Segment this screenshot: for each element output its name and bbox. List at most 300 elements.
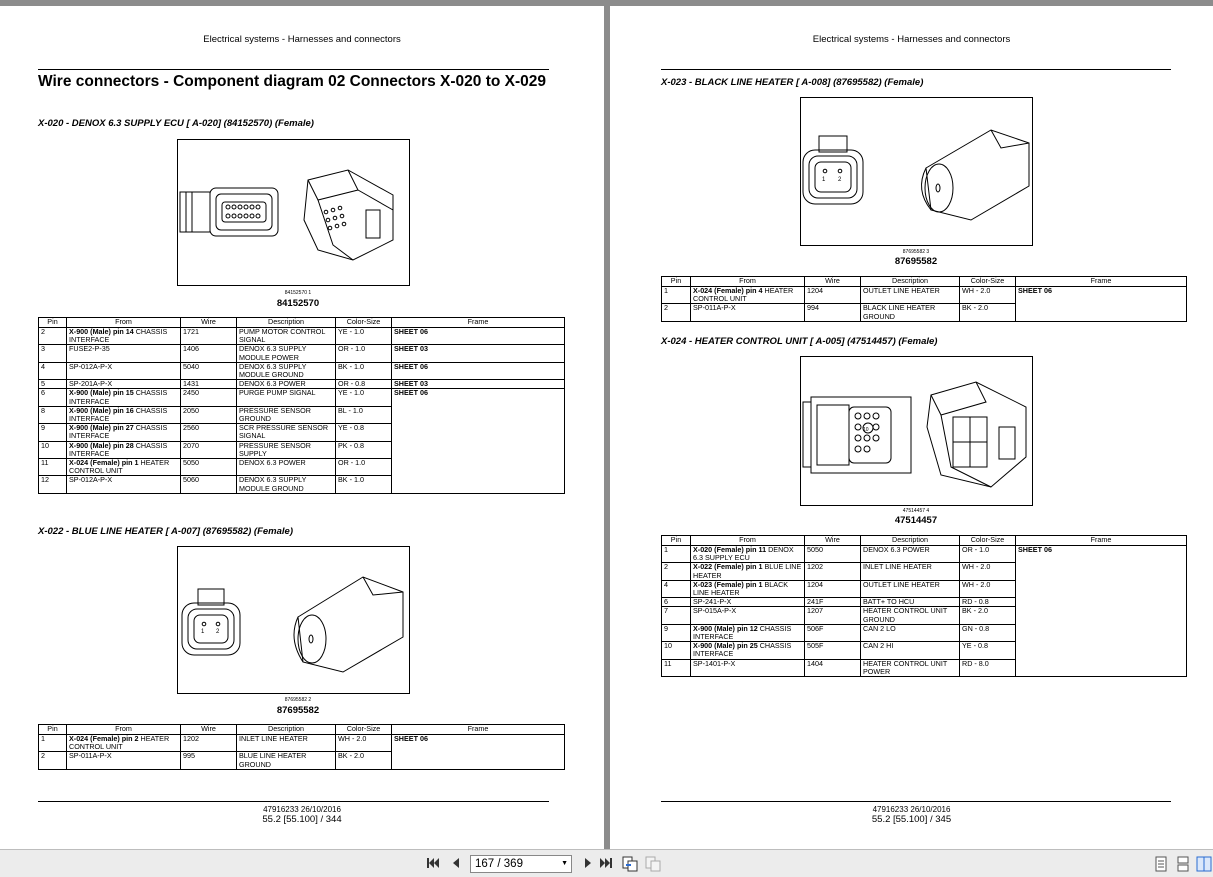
section-heading-x022: X-022 - BLUE LINE HEATER [ A-007] (87695582) (Female) — [38, 526, 293, 537]
cell-description — [861, 304, 960, 321]
cell-from — [67, 362, 181, 379]
cell-pin — [662, 546, 691, 563]
cell-frame — [1016, 624, 1187, 641]
cell-from — [67, 735, 181, 752]
cell-from-text: CHASSIS INTERFACE — [693, 623, 792, 642]
page-header: Electrical systems - Harnesses and connectors — [812, 34, 1011, 45]
cell-pin-text: 11 — [664, 658, 672, 668]
cell-wire-text: 1404 — [807, 658, 823, 668]
cell-pin-text: 10 — [664, 641, 672, 651]
cell-pin-text: 2 — [664, 562, 668, 572]
cell-wire — [805, 304, 861, 321]
cell-description — [237, 362, 336, 379]
cell-from-text: HEATER CONTROL UNIT — [69, 734, 170, 752]
cell-wire — [181, 362, 237, 379]
cell-color-size — [336, 476, 392, 493]
cell-pin-text: 2 — [41, 751, 45, 761]
cell-wire — [805, 287, 861, 304]
column-header-frame: Frame — [1016, 536, 1187, 546]
cell-from-connector: X-900 (Male) pin 15 — [69, 388, 134, 398]
cell-from-text: SP-011A-P-X — [69, 751, 112, 761]
cell-from — [691, 607, 805, 624]
figure-caption: 47514457 — [894, 515, 938, 526]
column-header-pin: Pin — [662, 536, 691, 546]
cell-pin — [39, 362, 67, 379]
figure-caption: 84152570 — [276, 298, 320, 309]
column-header-from: From — [67, 725, 181, 735]
cell-from — [67, 424, 181, 441]
cell-color-size — [960, 642, 1016, 659]
column-header-color-size: Color-Size — [960, 277, 1016, 287]
cell-frame — [392, 389, 565, 406]
cell-pin-text: 3 — [41, 344, 45, 354]
cell-from-text: SP-1401-P-X — [693, 658, 736, 668]
cell-description-text: DENOX 6.3 POWER — [239, 379, 306, 389]
cell-description-text: DENOX 6.3 SUPPLY MODULE GROUND — [239, 475, 307, 493]
header-rule — [661, 69, 1171, 70]
cell-from — [67, 328, 181, 345]
cell-wire — [805, 546, 861, 563]
cell-color-size — [336, 735, 392, 752]
cell-frame — [1016, 659, 1187, 676]
previous-view-button[interactable] — [622, 856, 638, 872]
cell-pin-text: 2 — [41, 327, 45, 336]
table-row — [39, 328, 565, 345]
cell-description — [237, 459, 336, 476]
column-header-description: Description — [861, 277, 960, 287]
cell-pin — [662, 659, 691, 676]
cell-wire-text: 5050 — [807, 545, 823, 554]
pin-10-label: 10 — [863, 427, 869, 433]
cell-description — [861, 642, 960, 659]
footer-rule — [661, 801, 1171, 802]
cell-frame — [392, 476, 565, 493]
cell-frame — [1016, 546, 1187, 563]
cell-frame — [392, 424, 565, 441]
cell-from-connector: X-900 (Male) pin 27 — [69, 423, 134, 433]
table-header-row — [662, 277, 1187, 287]
column-header-wire: Wire — [181, 318, 237, 328]
cell-description-text: BLUE LINE HEATER GROUND — [239, 751, 307, 769]
cell-description-text: BLACK LINE HEATER GROUND — [863, 303, 936, 321]
cell-wire-text: 1721 — [183, 327, 199, 336]
connector-x020-drawing — [178, 140, 409, 285]
cell-color-size — [960, 659, 1016, 676]
cell-from-text: CHASSIS INTERFACE — [69, 327, 168, 345]
cell-from-text: HEATER CONTROL UNIT — [69, 458, 170, 476]
footer-rule — [38, 801, 549, 802]
cell-wire — [181, 476, 237, 493]
cell-pin-text: 9 — [664, 623, 668, 633]
column-header-color-size: Color-Size — [336, 318, 392, 328]
cell-color-size-text: OR - 1.0 — [338, 458, 366, 468]
cell-frame — [1016, 287, 1187, 304]
cell-pin-text: 11 — [41, 458, 49, 468]
cell-description — [237, 345, 336, 362]
cell-wire-text: 1207 — [807, 606, 823, 616]
figure-small-caption: 47514457 4 — [902, 508, 930, 514]
cell-from — [691, 287, 805, 304]
document-page-right — [610, 6, 1213, 849]
cell-description-text: HEATER CONTROL UNIT GROUND — [863, 606, 948, 624]
cell-wire — [805, 642, 861, 659]
cell-frame — [392, 752, 565, 769]
column-header-pin: Pin — [662, 277, 691, 287]
cell-pin — [662, 563, 691, 580]
table-row — [662, 580, 1187, 597]
first-page-button[interactable] — [426, 856, 440, 872]
single-page-view-button[interactable] — [1154, 856, 1168, 872]
header-rule — [38, 69, 549, 70]
cell-color-size-text: BK - 2.0 — [338, 751, 364, 761]
cell-frame-text: SHEET 03 — [394, 379, 428, 389]
cell-description — [861, 624, 960, 641]
viewer-toolbar — [0, 849, 1213, 877]
wire-table-x024 — [661, 535, 1187, 677]
cell-wire-text: 1202 — [183, 734, 199, 743]
cell-color-size — [336, 389, 392, 406]
cell-description-text: DENOX 6.3 POWER — [863, 545, 930, 554]
column-header-color-size: Color-Size — [336, 725, 392, 735]
cell-description — [861, 563, 960, 580]
cell-frame — [1016, 598, 1187, 607]
cell-color-size — [336, 441, 392, 458]
next-view-icon — [645, 856, 661, 872]
cell-from — [691, 563, 805, 580]
cell-pin — [662, 624, 691, 641]
cell-frame — [392, 345, 565, 362]
cell-color-size — [960, 607, 1016, 624]
continuous-view-button[interactable] — [1176, 856, 1190, 872]
cell-wire-text: 1406 — [183, 344, 199, 354]
cell-color-size — [960, 580, 1016, 597]
last-page-button[interactable] — [599, 856, 613, 872]
column-header-frame: Frame — [1016, 277, 1187, 287]
figure-caption: 87695582 — [276, 705, 320, 716]
column-header-from: From — [691, 277, 805, 287]
cell-description-text: OUTLET LINE HEATER — [863, 579, 940, 589]
cell-wire-text: 1202 — [807, 562, 823, 572]
cell-description — [237, 752, 336, 769]
cell-description-text: DENOX 6.3 POWER — [239, 458, 306, 468]
cell-wire — [805, 607, 861, 624]
cell-from-connector: X-024 (Female) pin 4 — [693, 286, 763, 295]
cell-pin — [662, 642, 691, 659]
cell-description — [237, 476, 336, 493]
page-header: Electrical systems - Harnesses and connectors — [203, 34, 401, 45]
connector-x023-drawing — [801, 98, 1032, 245]
page-title: Wire connectors - Component diagram 02 Connectors X-020 to X-029 — [38, 73, 547, 90]
next-view-button[interactable] — [645, 856, 661, 872]
cell-wire — [805, 580, 861, 597]
cell-pin-text: 7 — [664, 606, 668, 616]
cell-wire-text: 1431 — [183, 379, 199, 389]
cell-description-text: DENOX 6.3 SUPPLY MODULE GROUND — [239, 361, 307, 380]
column-header-wire: Wire — [805, 277, 861, 287]
cell-wire — [181, 328, 237, 345]
connector-x024-drawing — [801, 357, 1032, 505]
connector-figure-x024 — [800, 356, 1033, 506]
column-header-from: From — [691, 536, 805, 546]
previous-page-button[interactable] — [450, 856, 462, 872]
footer-document-id: 47916233 26/10/2016 — [263, 805, 341, 814]
cell-color-size-text: BK - 2.0 — [962, 606, 988, 616]
cell-color-size — [336, 406, 392, 423]
column-header-from: From — [67, 318, 181, 328]
cell-frame-text: SHEET 06 — [1018, 545, 1052, 554]
cell-from — [67, 345, 181, 362]
cell-wire — [805, 563, 861, 580]
footer-page-number: 55.2 [55.100] / 345 — [871, 814, 952, 825]
cell-description-text: PURGE PUMP SIGNAL — [239, 388, 316, 398]
cell-from-text: BLUE LINE HEATER — [693, 562, 802, 580]
table-row — [39, 735, 565, 752]
cell-from-connector: X-900 (Male) pin 16 — [69, 405, 134, 415]
cell-from-text: CHASSIS INTERFACE — [693, 641, 792, 659]
cell-frame — [392, 406, 565, 423]
cell-pin-text: 8 — [41, 405, 45, 415]
table-row — [39, 752, 565, 769]
cell-frame — [1016, 642, 1187, 659]
cell-wire-text: 2070 — [183, 440, 199, 450]
cell-color-size-text: WH - 2.0 — [962, 562, 991, 572]
cell-color-size-text: BK - 1.0 — [338, 475, 364, 485]
cell-wire-text: 5060 — [183, 475, 199, 485]
table-header-row — [39, 318, 565, 328]
cell-pin-text: 12 — [41, 475, 49, 485]
previous-view-icon — [622, 856, 638, 872]
cell-wire-text: 5040 — [183, 361, 199, 371]
cell-pin-text: 5 — [41, 379, 45, 389]
cell-color-size-text: OR - 1.0 — [962, 545, 990, 554]
table-row — [39, 406, 565, 423]
cell-frame-text: SHEET 06 — [394, 734, 428, 743]
cell-from-text: SP-012A-P-X — [69, 475, 113, 485]
cell-description — [237, 441, 336, 458]
cell-wire — [181, 752, 237, 769]
cell-pin — [39, 476, 67, 493]
cell-wire-text: 1204 — [807, 579, 823, 589]
cell-color-size-text: BK - 2.0 — [962, 303, 988, 313]
cell-wire-text: 2050 — [183, 405, 199, 415]
cell-pin — [39, 735, 67, 752]
cell-color-size — [336, 362, 392, 379]
cell-from-connector: X-024 (Female) pin 2 — [69, 734, 139, 743]
cell-wire-text: 2560 — [183, 423, 199, 433]
cell-pin-text: 1 — [41, 734, 45, 743]
cell-frame — [392, 459, 565, 476]
column-header-description: Description — [237, 318, 336, 328]
table-header-row — [39, 725, 565, 735]
cell-pin-text: 9 — [41, 423, 45, 433]
cell-description-text: INLET LINE HEATER — [863, 562, 932, 572]
cell-pin — [39, 441, 67, 458]
connector-x022-drawing — [178, 547, 409, 693]
cell-pin — [39, 328, 67, 345]
cell-from-text: DENOX 6.3 SUPPLY ECU — [693, 545, 794, 563]
table-row — [662, 304, 1187, 321]
page-number-select[interactable] — [470, 855, 572, 873]
cell-from-text: CHASSIS INTERFACE — [69, 388, 168, 406]
cell-pin — [39, 424, 67, 441]
cell-description — [237, 735, 336, 752]
connector-figure-x022 — [177, 546, 410, 694]
cell-description-text: CAN 2 HI — [863, 641, 894, 651]
cell-from-text: SP-201A-P-X — [69, 379, 113, 389]
cell-color-size — [960, 304, 1016, 321]
column-header-wire: Wire — [805, 536, 861, 546]
column-header-description: Description — [237, 725, 336, 735]
figure-small-caption: 84152570 1 — [284, 290, 312, 296]
cell-wire-text: 2450 — [183, 388, 199, 398]
cell-description — [861, 607, 960, 624]
next-page-icon — [582, 856, 594, 870]
cell-from — [67, 441, 181, 458]
cell-wire — [181, 345, 237, 362]
cell-description-text: SCR PRESSURE SENSOR SIGNAL — [239, 423, 329, 441]
figure-caption: 87695582 — [894, 256, 938, 267]
cell-pin — [39, 406, 67, 423]
cell-wire-text: 995 — [183, 751, 195, 761]
column-header-wire: Wire — [181, 725, 237, 735]
cell-wire — [805, 624, 861, 641]
cell-pin-text: 10 — [41, 440, 49, 450]
table-row — [662, 563, 1187, 580]
continuous-page-icon — [1176, 856, 1190, 872]
cell-pin — [662, 287, 691, 304]
previous-page-icon — [450, 856, 462, 870]
cell-frame — [392, 735, 565, 752]
wire-table-x023 — [661, 276, 1187, 322]
cell-from-text: SP-011A-P-X — [693, 303, 736, 313]
table-row — [662, 659, 1187, 676]
cell-from — [691, 659, 805, 676]
cell-pin — [39, 389, 67, 406]
last-page-icon — [599, 856, 613, 870]
table-row — [39, 476, 565, 493]
cell-color-size — [336, 328, 392, 345]
cell-color-size-text: WH - 2.0 — [962, 286, 991, 295]
cell-frame — [392, 328, 565, 345]
cell-color-size-text: BL - 1.0 — [338, 405, 363, 415]
column-header-pin: Pin — [39, 725, 67, 735]
cell-color-size-text: RD - 0.8 — [962, 597, 989, 607]
cell-frame-text: SHEET 06 — [394, 388, 428, 398]
cell-wire-text: 994 — [807, 303, 819, 313]
connector-figure-x020 — [177, 139, 410, 286]
cell-description-text: INLET LINE HEATER — [239, 734, 308, 743]
cell-pin — [662, 580, 691, 597]
cell-wire-text: 1204 — [807, 286, 823, 295]
wire-table-x022 — [38, 724, 565, 770]
cell-description-text: DENOX 6.3 SUPPLY MODULE POWER — [239, 344, 307, 362]
cell-wire — [181, 389, 237, 406]
cell-description — [861, 580, 960, 597]
cell-color-size-text: OR - 0.8 — [338, 379, 366, 389]
column-header-description: Description — [861, 536, 960, 546]
cell-frame-text: SHEET 06 — [394, 327, 428, 336]
document-page-left — [0, 6, 604, 849]
chevron-down-icon: ▼ — [561, 860, 568, 867]
cell-pin-text: 1 — [664, 286, 668, 295]
cell-wire — [181, 424, 237, 441]
pin-1-label: 1 — [201, 629, 205, 635]
cell-frame — [1016, 563, 1187, 580]
cell-pin — [662, 607, 691, 624]
cell-description — [237, 406, 336, 423]
table-row — [39, 459, 565, 476]
cell-pin-text: 4 — [664, 579, 668, 589]
cell-pin — [39, 752, 67, 769]
cell-description-text: BATT+ TO HCU — [863, 597, 915, 607]
cell-from-connector: X-024 (Female) pin 1 — [69, 458, 139, 468]
cell-wire-text: 505F — [807, 641, 824, 651]
cell-from-text: HEATER CONTROL UNIT — [693, 286, 794, 304]
first-page-icon — [426, 856, 440, 870]
cell-wire — [181, 735, 237, 752]
table-row — [662, 624, 1187, 641]
cell-description-text: PUMP MOTOR CONTROL SIGNAL — [239, 327, 326, 345]
cell-color-size — [336, 424, 392, 441]
cell-pin — [39, 345, 67, 362]
section-heading-x020: X-020 - DENOX 6.3 SUPPLY ECU [ A-020] (84152570) (Female) — [38, 118, 314, 129]
cell-color-size-text: GN - 0.8 — [962, 623, 990, 633]
cell-from — [691, 304, 805, 321]
cell-from-text: CHASSIS INTERFACE — [69, 405, 168, 424]
cell-color-size-text: YE - 1.0 — [338, 388, 364, 398]
facing-pages-view-button[interactable] — [1196, 856, 1212, 872]
cell-color-size-text: BK - 1.0 — [338, 361, 364, 371]
cell-from-text: BLACK LINE HEATER — [693, 579, 789, 598]
pin-2-label: 2 — [838, 177, 842, 183]
table-row — [662, 287, 1187, 304]
cell-description — [237, 424, 336, 441]
section-heading-x023: X-023 - BLACK LINE HEATER [ A-008] (87695582) (Female) — [661, 77, 924, 88]
table-row — [662, 642, 1187, 659]
cell-description-text: OUTLET LINE HEATER — [863, 286, 940, 295]
pin-2-label: 2 — [216, 629, 220, 635]
column-header-frame: Frame — [392, 725, 565, 735]
cell-color-size-text: YE - 0.8 — [962, 641, 988, 651]
cell-description — [861, 659, 960, 676]
cell-from-text: FUSE2-P-35 — [69, 344, 110, 354]
cell-color-size-text: WH - 2.0 — [962, 579, 991, 589]
cell-description — [861, 546, 960, 563]
cell-color-size — [960, 287, 1016, 304]
cell-color-size — [960, 546, 1016, 563]
next-page-button[interactable] — [582, 856, 594, 872]
figure-small-caption: 87695582 3 — [902, 249, 930, 255]
section-heading-x024: X-024 - HEATER CONTROL UNIT [ A-005] (47514457) (Female) — [661, 336, 938, 347]
cell-from — [67, 476, 181, 493]
column-header-frame: Frame — [392, 318, 565, 328]
cell-from-text: CHASSIS INTERFACE — [69, 423, 168, 441]
table-header-row — [662, 536, 1187, 546]
table-row — [39, 424, 565, 441]
footer-page-number: 55.2 [55.100] / 344 — [262, 814, 342, 825]
cell-from-connector: X-023 (Female) pin 1 — [693, 579, 763, 589]
cell-color-size-text: OR - 1.0 — [338, 344, 366, 354]
cell-from-connector: X-900 (Male) pin 14 — [69, 327, 134, 336]
pin-1-label: 1 — [822, 177, 826, 183]
cell-frame — [392, 362, 565, 379]
cell-wire-text: 5050 — [183, 458, 199, 468]
cell-pin-text: 2 — [664, 303, 668, 313]
cell-from — [691, 580, 805, 597]
cell-color-size — [960, 624, 1016, 641]
table-row — [662, 607, 1187, 624]
cell-description-text: HEATER CONTROL UNIT POWER — [863, 658, 948, 676]
